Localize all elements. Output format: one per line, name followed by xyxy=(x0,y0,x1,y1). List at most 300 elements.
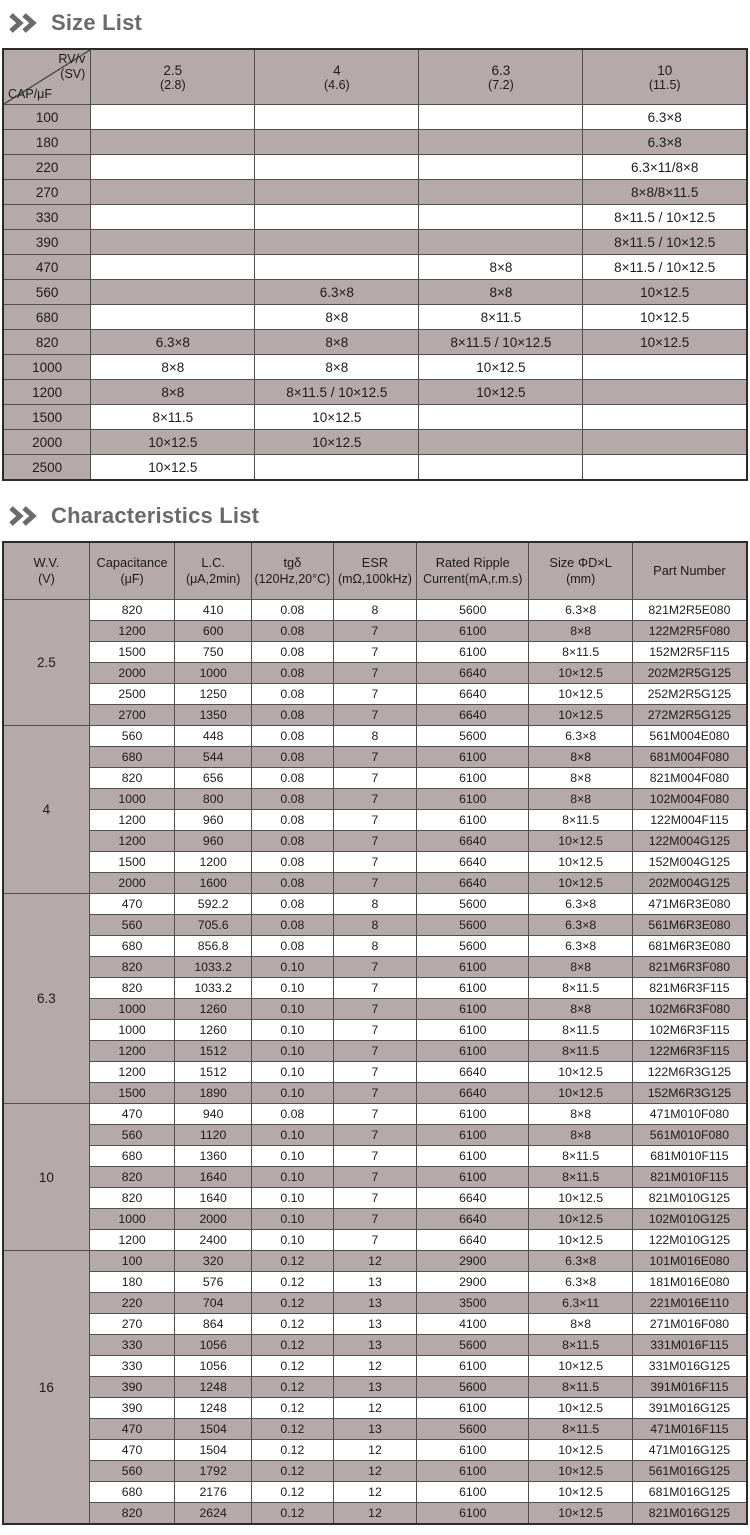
part-number-cell: 181M016E080 xyxy=(632,1272,747,1293)
lc-cell: 704 xyxy=(175,1293,252,1314)
tgd-cell: 0.08 xyxy=(251,705,333,726)
ripple-current-cell: 6100 xyxy=(417,957,529,978)
capacitance-cell: 390 xyxy=(89,1377,175,1398)
lc-cell: 856.8 xyxy=(175,936,252,957)
cap-value-label: 2000 xyxy=(3,430,91,455)
lc-cell: 1350 xyxy=(175,705,252,726)
capacitance-cell: 680 xyxy=(89,1482,175,1503)
part-number-cell: 202M2R5G125 xyxy=(632,663,747,684)
lc-cell: 705.6 xyxy=(175,915,252,936)
ripple-current-cell: 5600 xyxy=(417,1377,529,1398)
capacitance-cell: 560 xyxy=(89,726,175,747)
capacitance-cell: 1000 xyxy=(89,789,175,810)
ripple-current-cell: 3500 xyxy=(417,1293,529,1314)
esr-cell: 7 xyxy=(333,1230,416,1251)
size-cell: 10×12.5 xyxy=(91,430,255,455)
tgd-cell: 0.10 xyxy=(251,999,333,1020)
size-cell: 8×11.5 xyxy=(419,305,583,330)
size-cell: 6.3×8 xyxy=(91,330,255,355)
size-cell: 8×8 xyxy=(529,1104,632,1125)
header-line1: Capacitance xyxy=(96,554,168,570)
lc-cell: 1360 xyxy=(175,1146,252,1167)
part-number-cell: 821M016G125 xyxy=(632,1503,747,1525)
characteristics-row xyxy=(3,747,747,768)
characteristics-body xyxy=(3,600,747,1525)
esr-cell: 8 xyxy=(333,726,416,747)
size-cell xyxy=(583,355,747,380)
part-number-cell: 102M6R3F080 xyxy=(632,999,747,1020)
part-number-cell: 471M010F080 xyxy=(632,1104,747,1125)
ripple-current-cell: 6100 xyxy=(417,768,529,789)
size-cell: 10×12.5 xyxy=(529,873,632,894)
esr-cell: 12 xyxy=(333,1356,416,1377)
part-number-cell: 152M2R5F115 xyxy=(632,642,747,663)
lc-cell: 1260 xyxy=(175,1020,252,1041)
part-number-cell: 102M010G125 xyxy=(632,1209,747,1230)
size-cell: 6.3×8 xyxy=(255,280,419,305)
characteristics-row xyxy=(3,1440,747,1461)
tgd-cell: 0.08 xyxy=(251,789,333,810)
size-cell xyxy=(583,430,747,455)
capacitance-cell: 820 xyxy=(89,1503,175,1525)
tgd-cell: 0.12 xyxy=(251,1335,333,1356)
size-cell: 10×12.5 xyxy=(529,684,632,705)
tgd-cell: 0.08 xyxy=(251,642,333,663)
ripple-current-cell: 6100 xyxy=(417,978,529,999)
part-number-cell: 561M010F080 xyxy=(632,1125,747,1146)
size-cell: 8×8 xyxy=(529,1314,632,1335)
ripple-current-cell: 6640 xyxy=(417,1083,529,1104)
cap-value-label: 100 xyxy=(3,105,91,130)
characteristics-row xyxy=(3,768,747,789)
size-cell: 6.3×8 xyxy=(529,894,632,915)
characteristics-row xyxy=(3,642,747,663)
esr-cell: 7 xyxy=(333,1083,416,1104)
part-number-cell: 681M016G125 xyxy=(632,1482,747,1503)
size-cell: 10×12.5 xyxy=(91,455,255,481)
part-number-cell: 331M016G125 xyxy=(632,1356,747,1377)
esr-cell: 13 xyxy=(333,1293,416,1314)
capacitance-cell: 560 xyxy=(89,915,175,936)
size-cell xyxy=(255,230,419,255)
lc-cell: 1250 xyxy=(175,684,252,705)
esr-cell: 7 xyxy=(333,978,416,999)
tgd-cell: 0.10 xyxy=(251,1188,333,1209)
wv-group-label: 10 xyxy=(3,1104,89,1251)
size-cell: 8×8 xyxy=(529,957,632,978)
size-cell: 8×11.5 / 10×12.5 xyxy=(255,380,419,405)
size-cell: 10×12.5 xyxy=(529,1209,632,1230)
size-list-body xyxy=(3,105,747,481)
lc-cell: 656 xyxy=(175,768,252,789)
esr-cell: 12 xyxy=(333,1482,416,1503)
ripple-current-cell: 5600 xyxy=(417,936,529,957)
esr-cell: 7 xyxy=(333,1125,416,1146)
esr-cell: 12 xyxy=(333,1461,416,1482)
size-cell xyxy=(419,405,583,430)
size-cell: 10×12.5 xyxy=(529,705,632,726)
size-cell xyxy=(419,455,583,481)
esr-cell: 12 xyxy=(333,1251,416,1272)
size-cell: 8×11.5 xyxy=(529,1146,632,1167)
esr-cell: 7 xyxy=(333,1062,416,1083)
part-number-cell: 561M016G125 xyxy=(632,1461,747,1482)
esr-cell: 7 xyxy=(333,1167,416,1188)
capacitance-cell: 470 xyxy=(89,1104,175,1125)
characteristics-column-header xyxy=(89,542,175,600)
size-cell: 10×12.5 xyxy=(583,305,747,330)
capacitance-cell: 270 xyxy=(89,1314,175,1335)
ripple-current-cell: 6100 xyxy=(417,1104,529,1125)
esr-cell: 7 xyxy=(333,1104,416,1125)
ripple-current-cell: 5600 xyxy=(417,1335,529,1356)
characteristics-title: Characteristics List xyxy=(51,503,260,528)
characteristics-row xyxy=(3,1041,747,1062)
ripple-current-cell: 6100 xyxy=(417,1146,529,1167)
size-cell: 8×8 xyxy=(419,280,583,305)
tgd-cell: 0.12 xyxy=(251,1356,333,1377)
esr-cell: 7 xyxy=(333,1146,416,1167)
ripple-current-cell: 6100 xyxy=(417,1356,529,1377)
voltage-surge-value: (2.8) xyxy=(159,77,186,92)
cap-value-label: 2500 xyxy=(3,455,91,481)
characteristics-row xyxy=(3,1230,747,1251)
esr-cell: 7 xyxy=(333,789,416,810)
esr-cell: 8 xyxy=(333,600,416,621)
tgd-cell: 0.08 xyxy=(251,1104,333,1125)
part-number-cell: 471M016G125 xyxy=(632,1440,747,1461)
ripple-current-cell: 6100 xyxy=(417,1167,529,1188)
double-chevron-icon xyxy=(8,505,42,527)
size-cell: 10×12.5 xyxy=(529,1503,632,1525)
part-number-cell: 681M004F080 xyxy=(632,747,747,768)
tgd-cell: 0.10 xyxy=(251,1020,333,1041)
ripple-current-cell: 5600 xyxy=(417,726,529,747)
size-cell: 8×11.5 / 10×12.5 xyxy=(583,230,747,255)
characteristics-row xyxy=(3,1146,747,1167)
size-cell xyxy=(91,305,255,330)
characteristics-row xyxy=(3,1188,747,1209)
tgd-cell: 0.12 xyxy=(251,1272,333,1293)
size-cell xyxy=(419,430,583,455)
lc-cell: 448 xyxy=(175,726,252,747)
characteristics-row xyxy=(3,936,747,957)
lc-cell: 1792 xyxy=(175,1461,252,1482)
characteristics-row xyxy=(3,1020,747,1041)
tgd-cell: 0.10 xyxy=(251,1125,333,1146)
size-list-row xyxy=(3,205,747,230)
characteristics-row xyxy=(3,1419,747,1440)
cap-value-label: 390 xyxy=(3,230,91,255)
capacitance-cell: 820 xyxy=(89,957,175,978)
esr-cell: 8 xyxy=(333,915,416,936)
voltage-value: 10 xyxy=(657,62,673,78)
size-cell xyxy=(583,405,747,430)
esr-cell: 13 xyxy=(333,1314,416,1335)
lc-cell: 544 xyxy=(175,747,252,768)
size-list-row xyxy=(3,230,747,255)
double-chevron-icon xyxy=(8,12,42,34)
esr-cell: 7 xyxy=(333,1020,416,1041)
size-list-row xyxy=(3,180,747,205)
lc-cell: 1248 xyxy=(175,1398,252,1419)
size-cell xyxy=(583,380,747,405)
part-number-cell: 561M004E080 xyxy=(632,726,747,747)
characteristics-row xyxy=(3,1314,747,1335)
characteristics-row xyxy=(3,1356,747,1377)
header-line2: (μF) xyxy=(120,572,144,587)
header-line1: Part Number xyxy=(653,563,726,579)
tgd-cell: 0.08 xyxy=(251,936,333,957)
characteristics-row xyxy=(3,726,747,747)
size-cell: 8×8 xyxy=(529,999,632,1020)
ripple-current-cell: 6640 xyxy=(417,852,529,873)
size-cell xyxy=(583,455,747,481)
size-cell: 8×8 xyxy=(529,621,632,642)
size-cell: 8×8 xyxy=(255,305,419,330)
cap-value-label: 1000 xyxy=(3,355,91,380)
header-line1: L.C. xyxy=(201,554,225,570)
esr-cell: 7 xyxy=(333,810,416,831)
capacitance-cell: 560 xyxy=(89,1125,175,1146)
characteristics-row xyxy=(3,915,747,936)
part-number-cell: 681M6R3E080 xyxy=(632,936,747,957)
size-cell: 10×12.5 xyxy=(529,663,632,684)
tgd-cell: 0.08 xyxy=(251,768,333,789)
esr-cell: 7 xyxy=(333,873,416,894)
capacitance-cell: 1200 xyxy=(89,621,175,642)
size-cell: 8×8 xyxy=(529,747,632,768)
size-cell xyxy=(255,180,419,205)
cap-value-label: 180 xyxy=(3,130,91,155)
part-number-cell: 152M004G125 xyxy=(632,852,747,873)
size-cell: 10×12.5 xyxy=(529,1062,632,1083)
characteristics-row xyxy=(3,1167,747,1188)
esr-cell: 8 xyxy=(333,894,416,915)
characteristics-column-header xyxy=(251,542,333,600)
lc-cell: 1512 xyxy=(175,1062,252,1083)
size-cell: 10×12.5 xyxy=(419,355,583,380)
tgd-cell: 0.12 xyxy=(251,1440,333,1461)
ripple-current-cell: 5600 xyxy=(417,915,529,936)
tgd-cell: 0.10 xyxy=(251,1062,333,1083)
size-cell: 8×11.5 xyxy=(529,978,632,999)
capacitance-cell: 1000 xyxy=(89,999,175,1020)
part-number-cell: 122M010G125 xyxy=(632,1230,747,1251)
part-number-cell: 122M6R3G125 xyxy=(632,1062,747,1083)
size-cell xyxy=(255,130,419,155)
lc-cell: 600 xyxy=(175,621,252,642)
size-cell: 8×8 xyxy=(529,789,632,810)
size-list-row xyxy=(3,405,747,430)
ripple-current-cell: 6640 xyxy=(417,705,529,726)
ripple-current-cell: 5600 xyxy=(417,894,529,915)
ripple-current-cell: 6100 xyxy=(417,999,529,1020)
characteristics-row xyxy=(3,1398,747,1419)
part-number-cell: 252M2R5G125 xyxy=(632,684,747,705)
lc-cell: 1504 xyxy=(175,1419,252,1440)
size-cell: 8×8 xyxy=(529,768,632,789)
lc-cell: 2624 xyxy=(175,1503,252,1525)
size-voltage-header xyxy=(419,49,583,105)
size-cell xyxy=(91,280,255,305)
capacitance-cell: 1500 xyxy=(89,642,175,663)
capacitance-cell: 2000 xyxy=(89,663,175,684)
esr-cell: 8 xyxy=(333,936,416,957)
part-number-cell: 271M016F080 xyxy=(632,1314,747,1335)
size-cell: 8×11.5 xyxy=(529,810,632,831)
size-cell xyxy=(255,255,419,280)
lc-cell: 1640 xyxy=(175,1188,252,1209)
capacitance-cell: 220 xyxy=(89,1293,175,1314)
size-voltage-header xyxy=(91,49,255,105)
lc-cell: 960 xyxy=(175,810,252,831)
capacitance-cell: 1200 xyxy=(89,1041,175,1062)
size-list-section-header xyxy=(8,10,748,36)
part-number-cell: 821M6R3F115 xyxy=(632,978,747,999)
part-number-cell: 681M010F115 xyxy=(632,1146,747,1167)
part-number-cell: 221M016E110 xyxy=(632,1293,747,1314)
tgd-cell: 0.12 xyxy=(251,1419,333,1440)
size-cell: 10×12.5 xyxy=(529,1461,632,1482)
size-cell: 6.3×8 xyxy=(529,1272,632,1293)
characteristics-row xyxy=(3,684,747,705)
characteristics-column-header xyxy=(417,542,529,600)
tgd-cell: 0.12 xyxy=(251,1293,333,1314)
size-cell: 10×12.5 xyxy=(529,852,632,873)
part-number-cell: 122M2R5F080 xyxy=(632,621,747,642)
header-line2: (mΩ,100kHz) xyxy=(337,572,412,587)
lc-cell: 2400 xyxy=(175,1230,252,1251)
wv-group-label: 4 xyxy=(3,726,89,894)
tgd-cell: 0.12 xyxy=(251,1251,333,1272)
capacitance-cell: 1500 xyxy=(89,852,175,873)
characteristics-section-header xyxy=(8,503,748,529)
tgd-cell: 0.12 xyxy=(251,1503,333,1525)
lc-cell: 1056 xyxy=(175,1335,252,1356)
characteristics-column-header xyxy=(3,542,89,600)
size-cell xyxy=(419,155,583,180)
lc-cell: 410 xyxy=(175,600,252,621)
ripple-current-cell: 2900 xyxy=(417,1272,529,1293)
lc-cell: 940 xyxy=(175,1104,252,1125)
size-cell: 8×8 xyxy=(255,355,419,380)
ripple-current-cell: 6100 xyxy=(417,747,529,768)
part-number-cell: 471M6R3E080 xyxy=(632,894,747,915)
size-cell: 10×12.5 xyxy=(529,1398,632,1419)
characteristics-row xyxy=(3,1125,747,1146)
esr-cell: 7 xyxy=(333,831,416,852)
lc-cell: 1033.2 xyxy=(175,957,252,978)
size-list-row xyxy=(3,130,747,155)
size-cell: 10×12.5 xyxy=(255,405,419,430)
capacitance-cell: 100 xyxy=(89,1251,175,1272)
wv-group-label: 2.5 xyxy=(3,600,89,726)
capacitance-cell: 820 xyxy=(89,600,175,621)
size-list-row xyxy=(3,280,747,305)
tgd-cell: 0.08 xyxy=(251,852,333,873)
tgd-cell: 0.08 xyxy=(251,621,333,642)
esr-cell: 7 xyxy=(333,999,416,1020)
lc-cell: 1200 xyxy=(175,852,252,873)
ripple-current-cell: 6640 xyxy=(417,873,529,894)
capacitance-cell: 2700 xyxy=(89,705,175,726)
lc-cell: 1120 xyxy=(175,1125,252,1146)
part-number-cell: 391M016G125 xyxy=(632,1398,747,1419)
size-cell: 8×8 xyxy=(91,380,255,405)
size-cell xyxy=(91,180,255,205)
header-line1: Size ΦD×L xyxy=(549,554,612,570)
tgd-cell: 0.10 xyxy=(251,1146,333,1167)
capacitance-cell: 330 xyxy=(89,1356,175,1377)
part-number-cell: 122M004G125 xyxy=(632,831,747,852)
characteristics-table xyxy=(2,541,748,1525)
size-cell: 8×11.5 xyxy=(91,405,255,430)
characteristics-row xyxy=(3,1503,747,1525)
size-list-row xyxy=(3,155,747,180)
size-cell: 8×8 xyxy=(91,355,255,380)
size-list-title: Size List xyxy=(51,10,143,35)
size-cell xyxy=(419,180,583,205)
part-number-cell: 122M6R3F115 xyxy=(632,1041,747,1062)
characteristics-header-row xyxy=(3,542,747,600)
ripple-current-cell: 6100 xyxy=(417,621,529,642)
characteristics-row xyxy=(3,789,747,810)
ripple-current-cell: 6640 xyxy=(417,1062,529,1083)
part-number-cell: 331M016F115 xyxy=(632,1335,747,1356)
lc-cell: 1056 xyxy=(175,1356,252,1377)
characteristics-row xyxy=(3,852,747,873)
characteristics-row xyxy=(3,1083,747,1104)
size-cell: 8×8 xyxy=(255,330,419,355)
size-cell: 10×12.5 xyxy=(529,831,632,852)
capacitance-cell: 1200 xyxy=(89,1062,175,1083)
ripple-current-cell: 6640 xyxy=(417,1230,529,1251)
size-cell xyxy=(419,205,583,230)
size-cell xyxy=(91,255,255,280)
characteristics-row xyxy=(3,1482,747,1503)
size-cell xyxy=(91,105,255,130)
lc-cell: 576 xyxy=(175,1272,252,1293)
ripple-current-cell: 6640 xyxy=(417,684,529,705)
size-cell xyxy=(419,230,583,255)
tgd-cell: 0.10 xyxy=(251,957,333,978)
size-cell: 6.3×8 xyxy=(583,105,747,130)
ripple-current-cell: 6640 xyxy=(417,663,529,684)
tgd-cell: 0.08 xyxy=(251,894,333,915)
cap-value-label: 1200 xyxy=(3,380,91,405)
voltage-surge-value: (11.5) xyxy=(648,77,681,92)
ripple-current-cell: 6640 xyxy=(417,831,529,852)
size-cell: 6.3×8 xyxy=(529,726,632,747)
characteristics-row xyxy=(3,957,747,978)
characteristics-row xyxy=(3,831,747,852)
part-number-cell: 202M004G125 xyxy=(632,873,747,894)
capacitance-cell: 680 xyxy=(89,936,175,957)
capacitance-cell: 470 xyxy=(89,1419,175,1440)
size-cell: 10×12.5 xyxy=(529,1188,632,1209)
ripple-current-cell: 6100 xyxy=(417,1020,529,1041)
lc-cell: 864 xyxy=(175,1314,252,1335)
tgd-cell: 0.10 xyxy=(251,1230,333,1251)
size-cell: 10×12.5 xyxy=(255,430,419,455)
tgd-cell: 0.12 xyxy=(251,1314,333,1335)
characteristics-row xyxy=(3,1335,747,1356)
ripple-current-cell: 6100 xyxy=(417,642,529,663)
characteristics-row xyxy=(3,894,747,915)
esr-cell: 13 xyxy=(333,1377,416,1398)
size-voltage-header xyxy=(583,49,747,105)
